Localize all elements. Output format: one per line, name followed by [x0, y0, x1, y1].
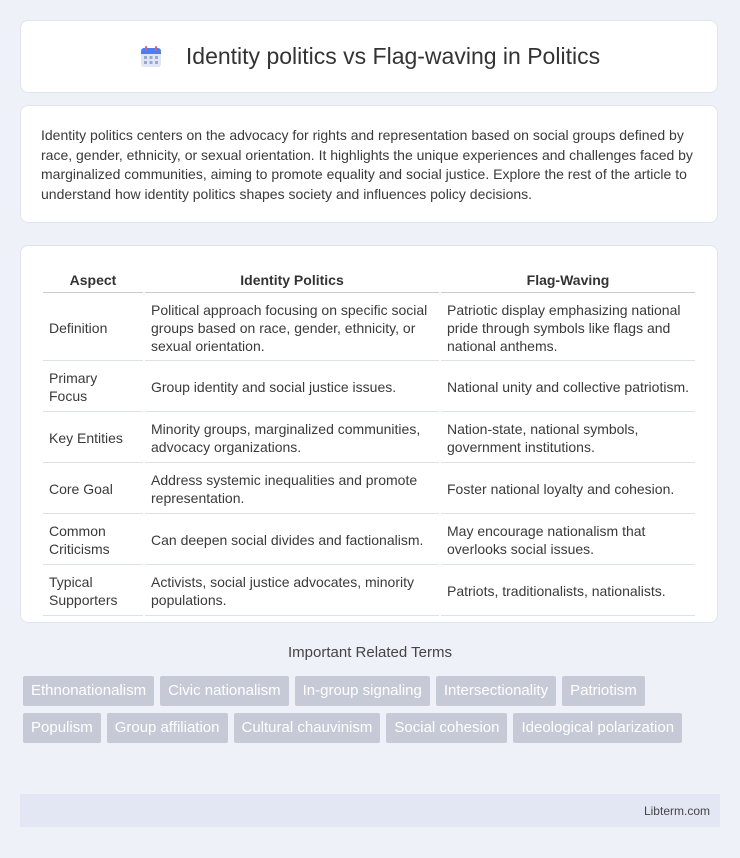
table-cell: Common Criticisms	[43, 516, 143, 565]
table-row	[43, 516, 695, 565]
calendar-icon	[138, 44, 164, 70]
table-row	[43, 295, 695, 361]
table-cell: May encourage nationalism that overlooks social issues.	[441, 516, 695, 565]
related-term-tag[interactable]: Civic nationalism	[160, 676, 289, 706]
table-cell: Patriots, traditionalists, nationalists.	[441, 567, 695, 616]
column-header: Identity Politics	[145, 268, 439, 293]
intro-text: Identity politics centers on the advocacy for rights and representation based on social groups defined by race, gender, ethnicity, or sexual orientation. It highlights the unique experiences and challenges faced by marginalized communities, aiming to promote equality and social justice. Explore the rest of the article to understand how identity politics shapes society and influences policy decisions.	[41, 127, 693, 202]
page-title: Identity politics vs Flag-waving in Politics	[185, 43, 601, 69]
column-header: Flag-Waving	[441, 268, 695, 293]
related-term-tag[interactable]: Group affiliation	[107, 713, 228, 743]
footer	[20, 794, 720, 827]
table-row	[43, 567, 695, 616]
header-card	[20, 20, 718, 93]
related-term-tag[interactable]: Ideological polarization	[513, 713, 682, 743]
comparison-table	[41, 266, 697, 618]
related-term-tag[interactable]: Cultural chauvinism	[234, 713, 381, 743]
table-row	[43, 465, 695, 514]
table-cell: Can deepen social divides and factionalism.	[145, 516, 439, 565]
related-term-tag[interactable]: Patriotism	[562, 676, 645, 706]
table-cell: Foster national loyalty and cohesion.	[441, 465, 695, 514]
related-terms-list	[23, 676, 723, 743]
table-header-row	[43, 268, 695, 293]
table-cell: National unity and collective patriotism.	[441, 363, 695, 412]
table-cell: Minority groups, marginalized communities, advocacy organizations.	[145, 414, 439, 463]
table-cell: Definition	[43, 295, 143, 361]
comparison-card	[20, 245, 718, 623]
table-cell: Activists, social justice advocates, minority populations.	[145, 567, 439, 616]
table-cell: Group identity and social justice issues.	[145, 363, 439, 412]
related-term-tag[interactable]: Intersectionality	[436, 676, 556, 706]
related-terms-title: Important Related Terms	[288, 644, 452, 661]
intro-card	[20, 105, 718, 223]
related-term-tag[interactable]: In-group signaling	[295, 676, 430, 706]
table-cell: Primary Focus	[43, 363, 143, 412]
table-row	[43, 414, 695, 463]
table-cell: Key Entities	[43, 414, 143, 463]
table-cell: Typical Supporters	[43, 567, 143, 616]
table-cell: Patriotic display emphasizing national pride through symbols like flags and national anthems.	[441, 295, 695, 361]
table-cell: Core Goal	[43, 465, 143, 514]
related-term-tag[interactable]: Populism	[23, 713, 101, 743]
table-cell: Nation-state, national symbols, government institutions.	[441, 414, 695, 463]
table-row	[43, 363, 695, 412]
table-cell: Address systemic inequalities and promote representation.	[145, 465, 439, 514]
related-term-tag[interactable]: Ethnonationalism	[23, 676, 154, 706]
related-term-tag[interactable]: Social cohesion	[386, 713, 507, 743]
footer-brand-link[interactable]: Libterm.com	[643, 803, 710, 818]
column-header: Aspect	[43, 268, 143, 293]
table-cell: Political approach focusing on specific social groups based on race, gender, ethnicity, or sexual orientation.	[145, 295, 439, 361]
